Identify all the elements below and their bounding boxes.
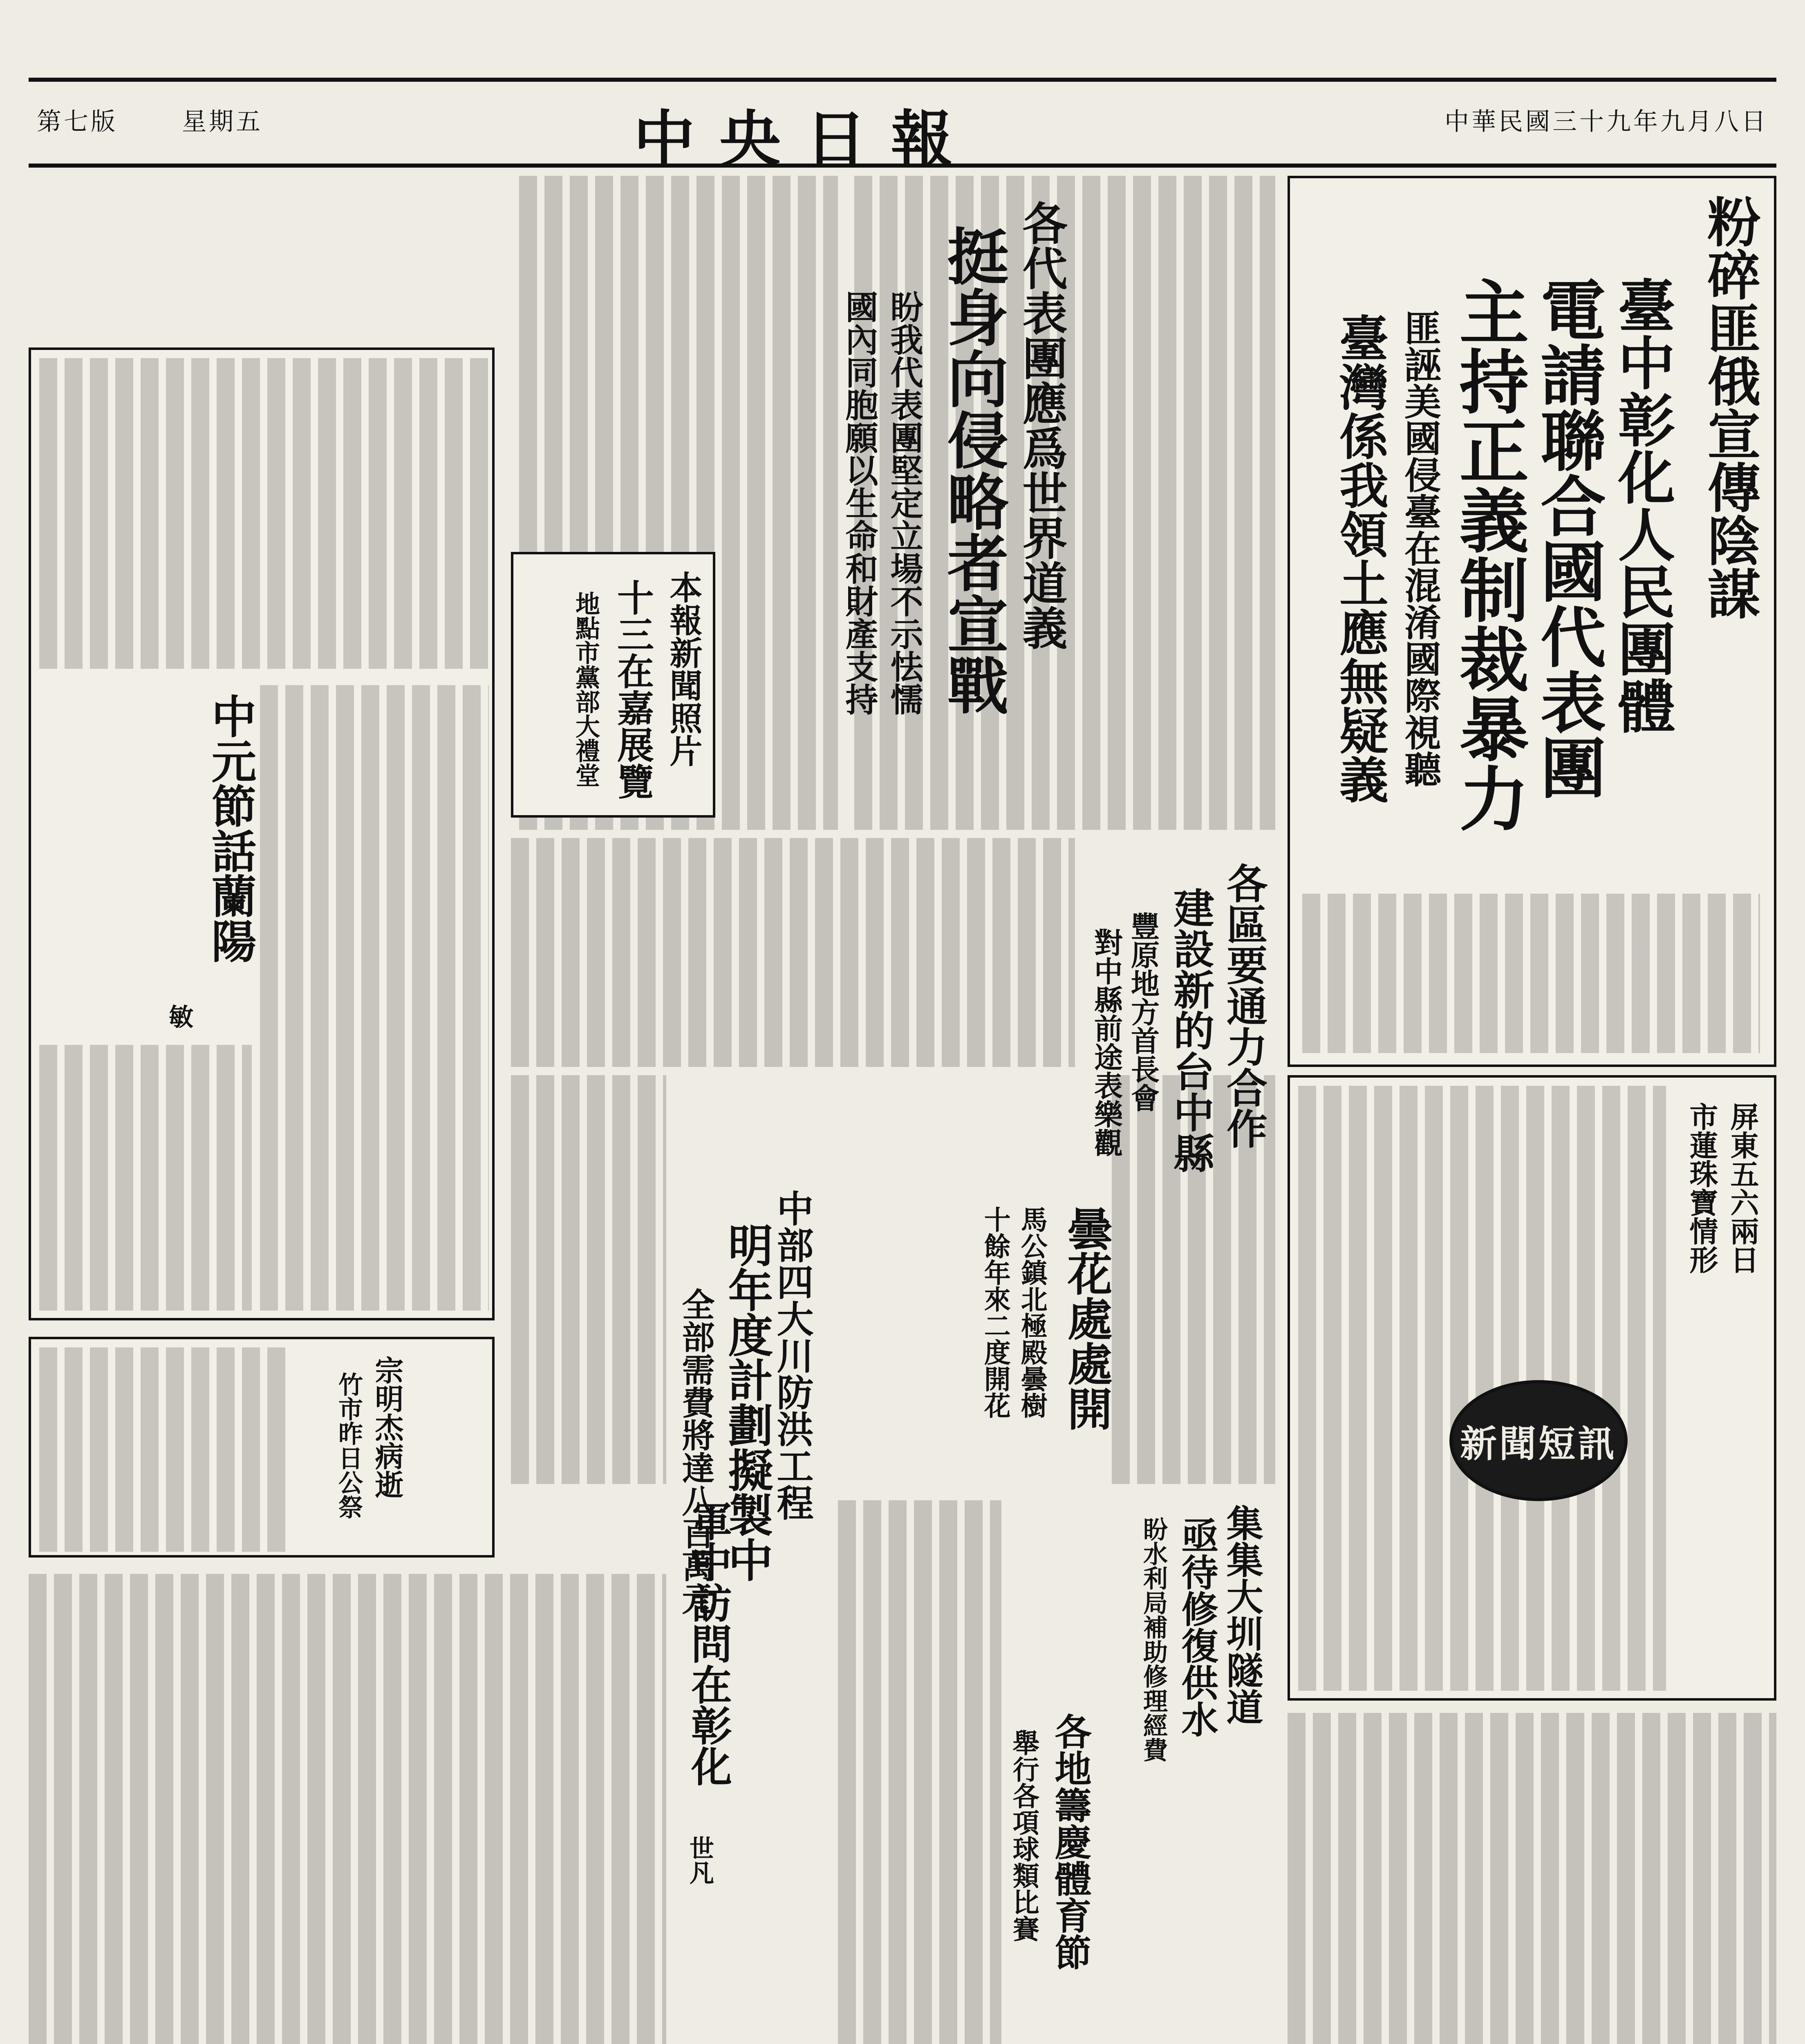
flood-headline-1: 中部四大川防洪工程: [770, 1190, 814, 1521]
feature-body-left: [39, 1045, 252, 1311]
masthead-date: 中華民國三十九年九月八日: [1444, 108, 1768, 136]
feature-byline: 敏: [165, 1004, 193, 1029]
second-headline-4: 國內同胞願以生命和財產支持: [840, 290, 878, 715]
taichung-headline-3: 豐原地方首長會: [1126, 912, 1160, 1112]
news-badge-label: 新聞短訊: [1460, 1422, 1617, 1466]
sports-body: [838, 1500, 1001, 2044]
flower-body: [1112, 1075, 1275, 1484]
photo-exhibition-box: [511, 552, 715, 818]
market-headline-2: 市蓮珠寶情形: [1685, 1102, 1719, 1274]
taichung-headline-2: 建設新的台中縣: [1167, 887, 1215, 1173]
masthead-edition: [37, 102, 263, 137]
taichung-headline-4: 對中縣前途表樂觀: [1089, 928, 1124, 1157]
second-headline-2: 挺身向侵略者宣戰: [936, 225, 1009, 715]
short-news-body: [1298, 1086, 1666, 1691]
photo-headline-3: 地點市黨部大禮堂: [571, 591, 600, 787]
taichung-body: [511, 838, 1075, 1067]
lead-body-text: [1302, 894, 1760, 1053]
newspaper-page: [29, 29, 1776, 2044]
lead-headline-4: 匪誣美國侵臺在混淆國際視聽: [1398, 309, 1441, 787]
lead-story: [1288, 176, 1776, 1067]
second-headline-3: 盼我代表團堅定立場不示怯懦: [885, 290, 923, 715]
military-body: [29, 1574, 666, 2044]
market-headline-1: 屏東五六兩日: [1726, 1102, 1760, 1274]
lead-headline-5: 臺灣係我領土應無疑義: [1331, 313, 1389, 804]
masthead-paper-name: 中央日報: [633, 103, 977, 175]
feature-body-right: [260, 685, 489, 1311]
sports-headline-1: 各地籌慶體育節: [1048, 1713, 1092, 1970]
flood-body: [511, 1075, 666, 1484]
lead-headline-2: 電請聯合國代表團: [1530, 276, 1606, 800]
obituary-box: [29, 1337, 495, 1558]
lead-kicker: 粉碎匪俄宣傳陰謀: [1699, 195, 1761, 620]
feature-column: [29, 347, 495, 1320]
photo-headline-2: 十三在嘉展覽: [611, 579, 654, 800]
news-badge: [1449, 1380, 1628, 1501]
sports-headline-2: 舉行各項球類比賽: [1008, 1729, 1039, 1942]
right-lower-body: [1288, 1713, 1776, 2044]
flood-headline-2: 明年度計劃擬製中: [721, 1222, 774, 1582]
tunnel-headline-1: 集集大圳隧道: [1220, 1504, 1263, 1725]
feature-body-top: [39, 358, 489, 669]
flower-headline-2: 馬公鎮北極殿曇樹: [1016, 1206, 1048, 1419]
masthead-weekday: 星期五: [182, 108, 263, 136]
masthead-edition-label: 第七版: [37, 108, 118, 136]
tunnel-headline-3: 盼水利局補助修理經費: [1139, 1517, 1168, 1762]
obit-headline-1: 宗明杰病逝: [370, 1356, 404, 1499]
obit-headline-2: 竹市昨日公祭: [334, 1372, 363, 1519]
second-headline-1: 各代表團應爲世界道義: [1015, 200, 1068, 650]
flower-headline-1: 曇花處處開: [1060, 1206, 1113, 1431]
masthead: [29, 78, 1776, 175]
lead-headline-3: 主持正義制裁暴力: [1447, 276, 1529, 832]
feature-title: 中元節話蘭陽: [204, 693, 257, 963]
obit-body: [39, 1347, 293, 1552]
short-news-box: [1288, 1075, 1776, 1701]
photo-headline-1: 本報新聞照片: [664, 571, 703, 767]
tunnel-headline-2: 亟待修復供水: [1175, 1517, 1218, 1737]
taichung-headline-1: 各區要通力合作: [1220, 863, 1268, 1149]
flower-headline-3: 十餘年來二度開花: [979, 1206, 1011, 1419]
flood-headline-3: 全部需費將達八百萬元: [676, 1288, 715, 1615]
lead-headline-1: 臺中彰化人民團體: [1608, 276, 1675, 734]
military-byline: 世凡: [685, 1836, 714, 1885]
military-title: 軍中訪問在彰化: [684, 1500, 732, 1786]
